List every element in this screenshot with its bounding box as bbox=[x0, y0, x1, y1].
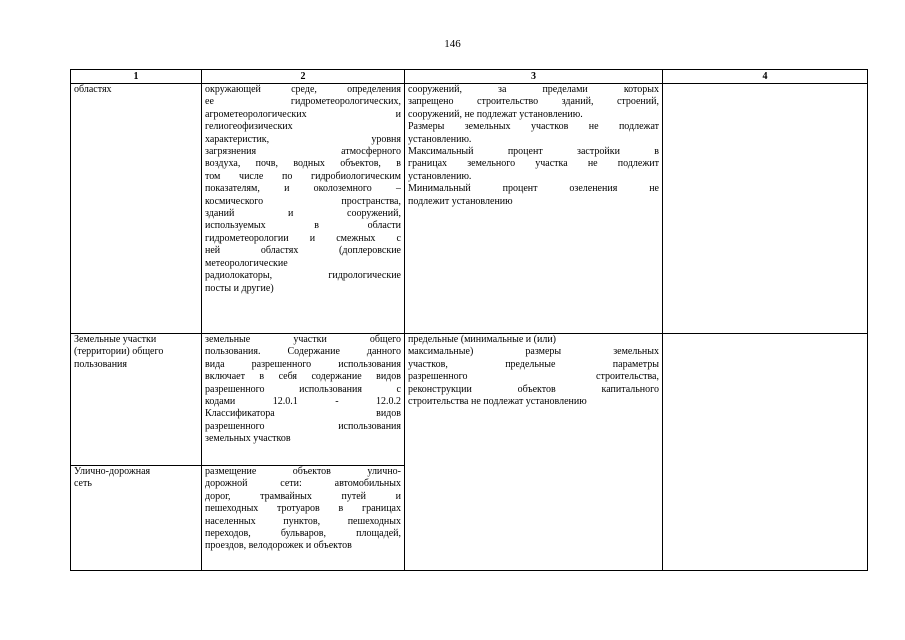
text-line: установлению. bbox=[408, 133, 472, 145]
text-line: проездов, велодорожек и объектов bbox=[205, 540, 352, 552]
text-line: используемых в области bbox=[205, 220, 401, 232]
table-row bbox=[71, 84, 868, 334]
text-line: установлению. bbox=[408, 170, 472, 182]
table-header-row bbox=[71, 70, 868, 84]
text-line: разрешенного строительства, bbox=[408, 371, 659, 383]
text-line: кодами 12.0.1 - 12.0.2 bbox=[205, 396, 401, 408]
text-line: Земельные участки bbox=[74, 334, 157, 345]
text-line: (территории) общего bbox=[74, 346, 164, 358]
cell-lines bbox=[205, 466, 401, 553]
column-header-3: 3 bbox=[405, 70, 663, 84]
text-line: характеристик, уровня bbox=[205, 133, 401, 145]
land-use-description-cell bbox=[202, 84, 405, 334]
text-line: Размеры земельных участков не подлежат bbox=[408, 121, 659, 133]
cell-lines bbox=[408, 84, 659, 208]
text-line: границах земельного участка не подлежит bbox=[408, 158, 659, 170]
text-line: показателям, и околоземного – bbox=[205, 183, 401, 195]
text-line: радиолокаторы, гидрологические bbox=[205, 270, 401, 282]
text-line: участков, предельные параметры bbox=[408, 358, 659, 370]
text-line: сооружений, за пределами которых bbox=[408, 84, 659, 95]
cell-lines bbox=[205, 84, 401, 295]
text-line: сооружений, не подлежат установлению. bbox=[408, 108, 583, 120]
text-line: населенных пунктов, пешеходных bbox=[205, 515, 401, 527]
text-line: воздуха, почв, водных объектов, в bbox=[205, 158, 401, 170]
text-line: Классификатора видов bbox=[205, 408, 401, 420]
text-line: предельные (минимальные и (или) bbox=[408, 334, 557, 345]
text-line: загрязнения атмосферного bbox=[205, 146, 401, 158]
table-row bbox=[71, 334, 868, 466]
text-line: переходов, бульваров, площадей, bbox=[205, 528, 401, 540]
text-line: размещение объектов улично- bbox=[205, 466, 401, 477]
land-use-description-cell bbox=[202, 334, 405, 466]
text-line: агрометеорологических и bbox=[205, 108, 401, 120]
text-line: разрешенного использования bbox=[205, 420, 401, 432]
text-line: земельные участки общего bbox=[205, 334, 401, 345]
text-line: реконструкции объектов капитального bbox=[408, 383, 659, 395]
text-line: строительства не подлежат установлению bbox=[408, 396, 587, 408]
text-line: метеорологические bbox=[205, 257, 288, 269]
column-header-4: 4 bbox=[663, 70, 868, 84]
text-line: областях bbox=[74, 84, 112, 95]
text-line: посты и другие) bbox=[205, 282, 274, 294]
text-line: пользования bbox=[74, 358, 127, 370]
cell-lines bbox=[74, 334, 198, 371]
parameters-cell bbox=[405, 84, 663, 334]
text-line: Минимальный процент озеленения не bbox=[408, 183, 659, 195]
text-line: земельных участков bbox=[205, 433, 291, 445]
text-line: разрешенного использования с bbox=[205, 383, 401, 395]
column-header-2: 2 bbox=[202, 70, 405, 84]
text-line: том числе по гидробиологическим bbox=[205, 170, 401, 182]
text-line: пользования. Содержание данного bbox=[205, 346, 401, 358]
text-line: космического пространства, bbox=[205, 195, 401, 207]
text-line: гидрометеорологии и смежных с bbox=[205, 232, 401, 244]
notes-cell bbox=[663, 84, 868, 334]
text-line: запрещено строительство зданий, строений, bbox=[408, 96, 659, 108]
parameters-cell bbox=[405, 334, 663, 571]
text-line: включает в себя содержание видов bbox=[205, 371, 401, 383]
cell-lines bbox=[408, 334, 659, 408]
text-line: подлежит установлению bbox=[408, 195, 513, 207]
text-line: окружающей среде, определения bbox=[205, 84, 401, 95]
text-line: дорог, трамвайных путей и bbox=[205, 490, 401, 502]
text-line: гелиогеофизических bbox=[205, 121, 293, 133]
cell-lines bbox=[74, 466, 198, 491]
cell-lines bbox=[74, 84, 198, 96]
cell-lines bbox=[205, 334, 401, 446]
text-line: дорожной сети: автомобильных bbox=[205, 478, 401, 490]
notes-cell bbox=[663, 334, 868, 571]
land-use-name-cell bbox=[71, 466, 202, 571]
page-number: 146 bbox=[444, 38, 461, 50]
text-line: вида разрешенного использования bbox=[205, 358, 401, 370]
text-line: пешеходных тротуаров в границах bbox=[205, 503, 401, 515]
text-line: сеть bbox=[74, 478, 92, 490]
text-line: ней областях (доплеровские bbox=[205, 245, 401, 257]
text-line: Улично-дорожная bbox=[74, 466, 151, 477]
land-use-table bbox=[70, 69, 868, 571]
land-use-name-cell bbox=[71, 334, 202, 466]
text-line: зданий и сооружений, bbox=[205, 208, 401, 220]
text-line: Максимальный процент застройки в bbox=[408, 146, 659, 158]
text-line: максимальные) размеры земельных bbox=[408, 346, 659, 358]
column-header-1: 1 bbox=[71, 70, 202, 84]
land-use-description-cell bbox=[202, 466, 405, 571]
text-line: ее гидрометеорологических, bbox=[205, 96, 401, 108]
land-use-name-cell bbox=[71, 84, 202, 334]
